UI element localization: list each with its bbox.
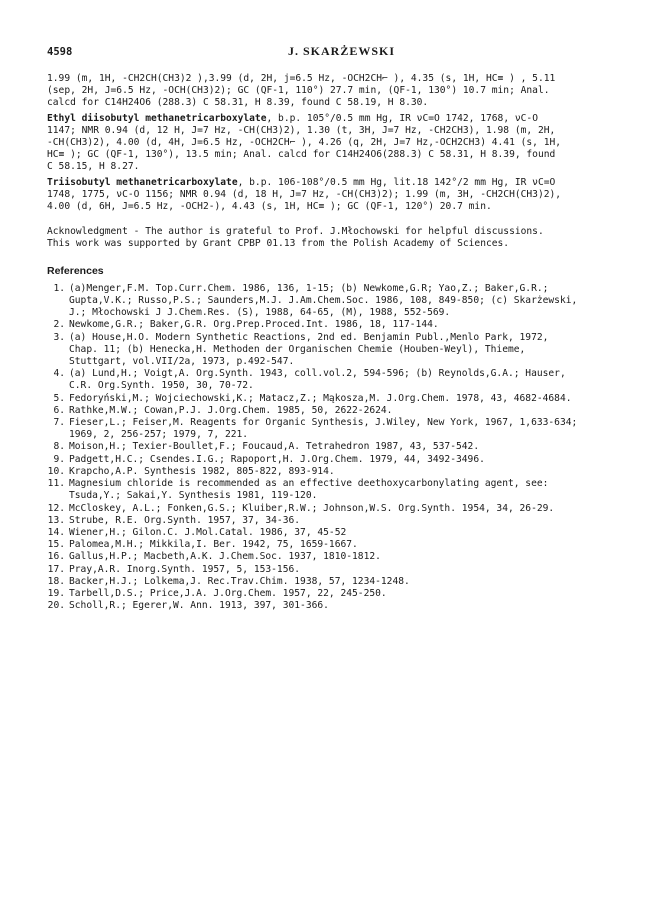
reference-number: 8. <box>53 441 65 453</box>
reference-number: 16. <box>47 551 65 563</box>
reference-line: (a)Menger,F.M. Top.Curr.Chem. 1986, 136, 1-15; (b) Newkome,G.R; Yao,Z.; Baker,G.R.; <box>69 282 549 294</box>
reference-number: 20. <box>47 600 65 612</box>
text-line: HC≡ ); GC (QF-1, 130°), 13.5 min; Anal. calcd for C14H24O6(288.3) C 58.31, H 8.39, found <box>47 149 556 161</box>
reference-number: 9. <box>53 453 65 465</box>
reference-number: 15. <box>47 539 65 551</box>
text-line: 1147; NMR 0.94 (d, 12 H, J=7 Hz, -CH(CH3)2), 1.30 (t, 3H, J=7 Hz, -CH2CH3), 1.98 (m, 2H, <box>47 124 556 136</box>
reference-item <box>47 564 645 576</box>
text-line: 1748, 1775, νC-O 1156; NMR 0.94 (d, 18 H, J=7 Hz, -CH(CH3)2); 1.99 (m, 3H, -CH2CH(CH3)2), <box>47 188 562 200</box>
reference-item <box>47 588 645 600</box>
reference-line: Chap. 11; (b) Henecka,H. Methoden der Organischen Chemie (Houben-Weyl), Thieme, <box>69 343 526 355</box>
page-number: 4598 <box>47 46 73 58</box>
reference-line: Scholl,R.; Egerer,W. Ann. 1913, 397, 301-366. <box>69 600 329 612</box>
reference-line: (a) House,H.O. Modern Synthetic Reactions, 2nd ed. Benjamin Publ.,Menlo Park, 1972, <box>69 331 549 343</box>
reference-item <box>47 441 645 453</box>
reference-number: 18. <box>47 575 65 587</box>
reference-line: Moison,H.; Texier-Boullet,F.; Foucaud,A. Tetrahedron 1987, 43, 537-542. <box>69 441 480 453</box>
text-line <box>47 113 645 125</box>
reference-item <box>47 576 645 588</box>
text-line: 4.00 (d, 6H, J=6.5 Hz, -OCH2-), 4.43 (s, 1H, HC≡ ); GC (QF-1, 120°) 20.7 min. <box>47 201 492 213</box>
reference-item <box>47 454 645 466</box>
reference-list <box>47 283 645 612</box>
reference-item <box>47 600 645 612</box>
reference-item <box>47 417 645 441</box>
reference-number: 2. <box>53 319 65 331</box>
reference-line: Pray,A.R. Inorg.Synth. 1957, 5, 153-156. <box>69 563 301 575</box>
paragraph-nmr-data <box>47 73 645 110</box>
reference-line: J.; Młochowski J J.Chem.Res. (S), 1988, 64-65, (M), 1988, 552-569. <box>69 307 451 319</box>
reference-line: Tsuda,Y.; Sakai,Y. Synthesis 1981, 119-120. <box>69 490 318 502</box>
reference-line: 1969, 2, 256-257; 1979, 7, 221. <box>69 429 249 441</box>
reference-line: Stuttgart, vol.VII/2a, 1973, p.492-547. <box>69 356 295 368</box>
reference-number: 5. <box>53 392 65 404</box>
text-line: C 58.15, H 8.27. <box>47 161 140 173</box>
reference-line: Rathke,M.W.; Cowan,P.J. J.Org.Chem. 1985, 50, 2622-2624. <box>69 404 393 416</box>
reference-line: Magnesium chloride is recommended as an effective deethoxycarbonylating agent, see: <box>69 478 549 490</box>
reference-number: 13. <box>47 514 65 526</box>
reference-line: Newkome,G.R.; Baker,G.R. Org.Prep.Proced.Int. 1986, 18, 117-144. <box>69 319 439 331</box>
reference-item <box>47 283 645 320</box>
text-span: , b.p. 106-108°/0.5 mm Hg, lit.18 142°/2 mm Hg, IR νC=O <box>237 176 556 188</box>
reference-item <box>47 515 645 527</box>
reference-line: Fieser,L.; Feiser,M. Reagents for Organic Synthesis, J.Wiley, New York, 1967, 1,633-634; <box>69 417 578 429</box>
reference-line: Gupta,V.K.; Russo,P.S.; Saunders,M.J. J.Am.Chem.Soc. 1986, 108, 849-850; (c) Skarżewski, <box>69 295 578 307</box>
reference-number: 3. <box>53 331 65 343</box>
text-line: This work was supported by Grant CPBP 01.13 from the Polish Academy of Sciences. <box>47 238 510 250</box>
reference-item <box>47 393 645 405</box>
reference-number: 17. <box>47 563 65 575</box>
reference-number: 4. <box>53 368 65 380</box>
reference-item <box>47 551 645 563</box>
reference-line: Strube, R.E. Org.Synth. 1957, 37, 34-36. <box>69 514 301 526</box>
spacer <box>47 216 645 226</box>
reference-item <box>47 466 645 478</box>
reference-number: 11. <box>47 478 65 490</box>
reference-item <box>47 527 645 539</box>
reference-line: Tarbell,D.S.; Price,J.A. J.Org.Chem. 1957, 22, 245-250. <box>69 587 387 599</box>
text-line: 1.99 (m, 1H, -CH2CH(CH3)2 ),3.99 (d, 2H, j=6.5 Hz, -OCH2CH⌐ ), 4.35 (s, 1H, HC≡ ) , 5.11 <box>47 73 556 84</box>
reference-number: 14. <box>47 526 65 538</box>
reference-number: 7. <box>53 417 65 429</box>
reference-line: Krapcho,A.P. Synthesis 1982, 805-822, 893-914. <box>69 465 335 477</box>
text-line: (sep, 2H, J=6.5 Hz, -OCH(CH3)2); GC (QF-1, 110°) 27.7 min, (QF-1, 130°) 10.7 min; Anal. <box>47 85 550 97</box>
reference-item <box>47 405 645 417</box>
reference-number: 12. <box>47 502 65 514</box>
text-line: -CH(CH3)2), 4.00 (d, 4H, J=6.5 Hz, -OCH2CH⌐ ), 4.26 (q, 2H, J=7 Hz,-OCH2CH3) 4.41 (s, 1H, <box>47 137 562 149</box>
reference-line: C.R. Org.Synth. 1950, 30, 70-72. <box>69 380 254 392</box>
text-line: Acknowledgment - The author is grateful to Prof. J.Młochowski for helpful discussions. <box>47 226 544 238</box>
reference-line: Gallus,H.P.; Macbeth,A.K. J.Chem.Soc. 1937, 1810-1812. <box>69 551 381 563</box>
reference-number: 10. <box>47 465 65 477</box>
reference-number: 1. <box>53 282 65 294</box>
compound-name: Triisobutyl methanetricarboxylate <box>47 176 238 188</box>
acknowledgment <box>47 226 645 250</box>
references-heading: References <box>47 264 104 277</box>
reference-item <box>47 332 645 369</box>
reference-line: Wiener,H.; Gilon.C. J.Mol.Catal. 1986, 37, 45-52 <box>69 526 347 538</box>
paragraph-ethyl-diisobutyl <box>47 113 645 174</box>
reference-number: 19. <box>47 587 65 599</box>
reference-line: Padgett,H.C.; Csendes.I.G.; Rapoport,H. J.Org.Chem. 1979, 44, 3492-3496. <box>69 453 485 465</box>
reference-number: 6. <box>53 404 65 416</box>
reference-item <box>47 368 645 392</box>
text-line: calcd for C14H24O6 (288.3) C 58.31, H 8.39, found C 58.19, H 8.30. <box>47 97 429 109</box>
reference-line: McCloskey, A.L.; Fonken,G.S.; Kluiber,R.W.; Johnson,W.S. Org.Synth. 1954, 34, 26-29. <box>69 502 555 514</box>
text-line <box>47 177 645 189</box>
running-head: J. SKARŻEWSKI <box>288 44 396 58</box>
reference-item <box>47 319 645 331</box>
compound-name: Ethyl diisobutyl methanetricarboxylate <box>47 112 267 124</box>
reference-line: Backer,H.J.; Lolkema,J. Rec.Trav.Chim. 1938, 57, 1234-1248. <box>69 575 410 587</box>
page-body <box>47 73 645 612</box>
reference-line: (a) Lund,H.; Voigt,A. Org.Synth. 1943, coll.vol.2, 594-596; (b) Reynolds,G.A.; Hauser, <box>69 368 566 380</box>
reference-line: Fedoryński,M.; Wojciechowski,K.; Matacz,Z.; Mąkosza,M. J.Org.Chem. 1978, 43, 4682-4684. <box>69 392 572 404</box>
reference-item <box>47 503 645 515</box>
reference-line: Palomea,M.H.; Mikkila,I. Ber. 1942, 75, 1659-1667. <box>69 539 358 551</box>
paragraph-triisobutyl <box>47 177 645 214</box>
reference-item <box>47 539 645 551</box>
reference-item <box>47 478 645 502</box>
text-span: , b.p. 105°/0.5 mm Hg, IR νC=O 1742, 1768, νC-O <box>266 112 538 124</box>
